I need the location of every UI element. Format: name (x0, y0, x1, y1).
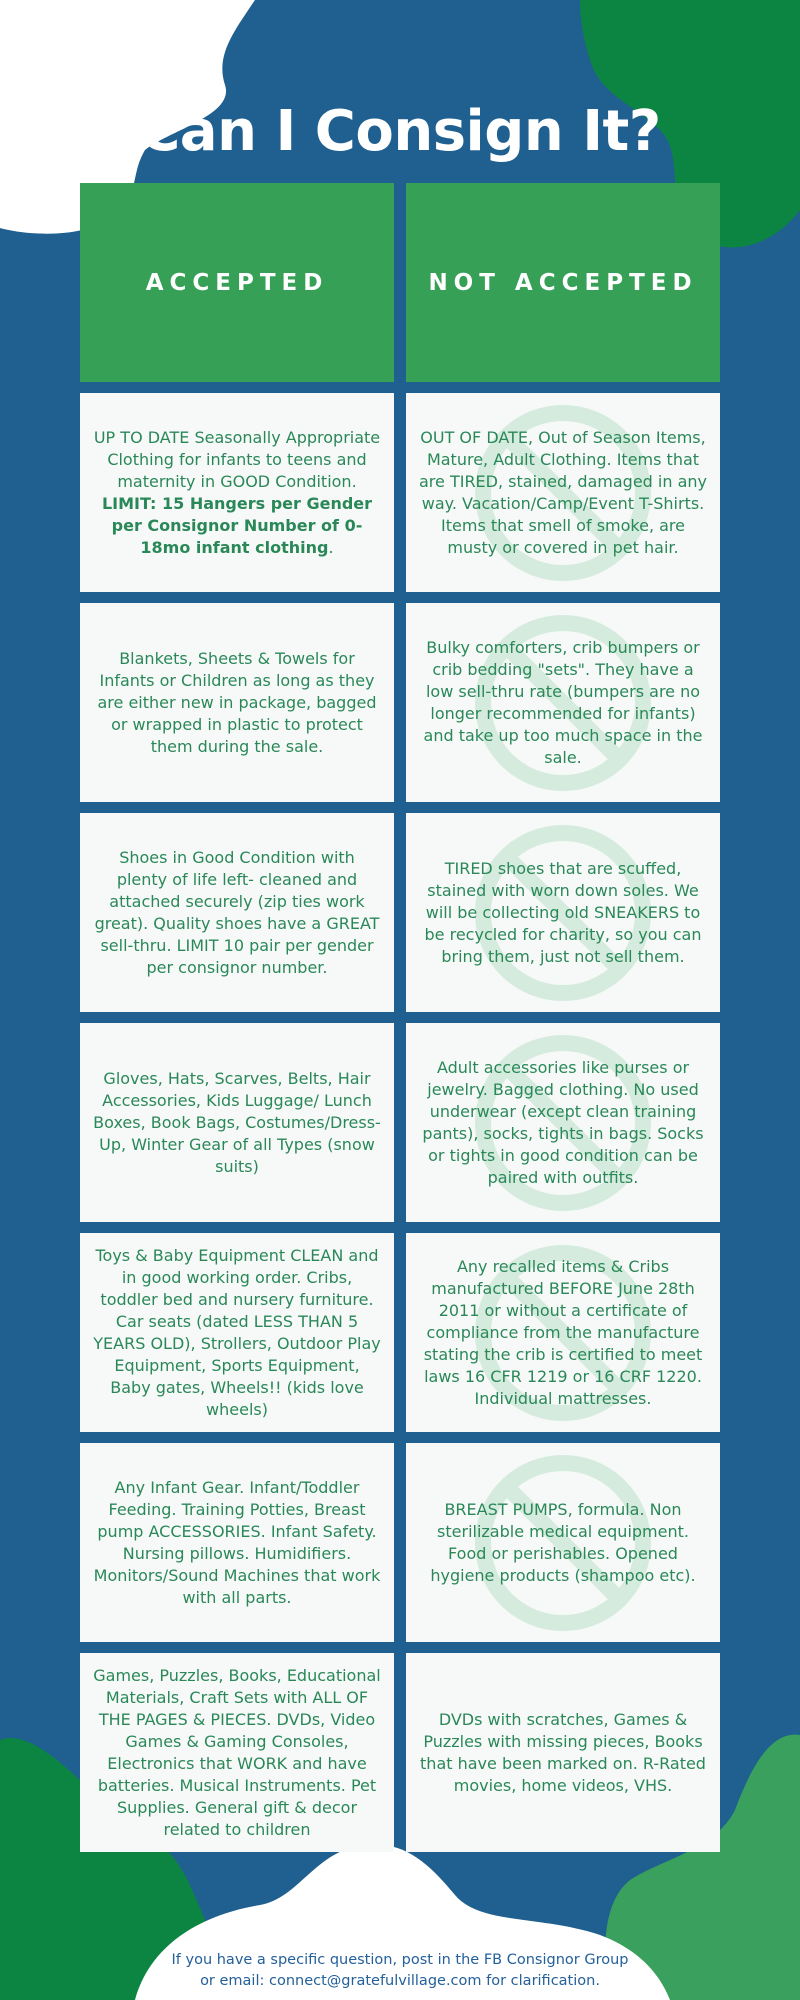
rows (80, 393, 720, 1863)
page-title: Can I Consign It? (139, 99, 661, 164)
not-accepted-cell (406, 1443, 720, 1642)
not-accepted-text: Bulky comforters, crib bumpers or crib bedding "sets". They have a low sell-thru rate (bumpers are no longer recommended for infants) and take up too much space in the sale. (423, 637, 703, 767)
table-row (80, 603, 720, 802)
table-row (80, 1443, 720, 1642)
accepted-text: Toys & Baby Equipment CLEAN and in good working order. Cribs, toddler bed and nursery furniture. Car seats (dated LESS THAN 5 YEARS OLD), Strollers, Outdoor Play Equipment, Sports Equipment, Baby gates, Wheels!! (kids love wheels) (93, 1245, 381, 1419)
table-row (80, 813, 720, 1012)
accepted-text: Gloves, Hats, Scarves, Belts, Hair Accessories, Kids Luggage/ Lunch Boxes, Book Bags, Costumes/Dress-Up, Winter Gear of all Types (snow suits) (93, 1068, 381, 1176)
accepted-limit-text: LIMIT: 15 Hangers per Gender per Consignor Number of 0-18mo infant clothing (101, 493, 373, 557)
consign-grid (80, 183, 720, 1839)
not-accepted-header: NOT ACCEPTED (406, 183, 720, 382)
not-accepted-text: OUT OF DATE, Out of Season Items, Mature, Adult Clothing. Items that are TIRED, stained, damaged in any way. Vacation/Camp/Event T-Shirts. Items that smell of smoke, are musty or covered in pet hair. (418, 427, 708, 557)
not-accepted-text: TIRED shoes that are scuffed, stained with worn down soles. We will be collecting old SNEAKERS to be recycled for charity, so you can bring them, just not sell them. (424, 858, 702, 966)
table-row (80, 1233, 720, 1432)
accepted-header: ACCEPTED (80, 183, 394, 382)
not-accepted-cell (406, 603, 720, 802)
accepted-text: Any Infant Gear. Infant/Toddler Feeding. Training Potties, Breast pump ACCESSORIES. Infant Safety. Nursing pillows. Humidifiers. Monitors/Sound Machines that work with all parts. (93, 1477, 381, 1607)
accepted-cell (80, 1023, 394, 1222)
accepted-text: Shoes in Good Condition with plenty of life left- cleaned and attached securely (zip ties work great). Quality shoes have a GREAT sell-thru. LIMIT 10 pair per gender per consignor number. (94, 847, 380, 977)
accepted-cell (80, 813, 394, 1012)
not-accepted-text: DVDs with scratches, Games & Puzzles with missing pieces, Books that have been marked on. R-Rated movies, home videos, VHS. (420, 1709, 706, 1795)
not-accepted-cell (406, 1653, 720, 1852)
footer-line-1: If you have a specific question, post in the FB Consignor Group (171, 1952, 629, 1968)
accepted-cell (80, 1653, 394, 1852)
not-accepted-cell (406, 1233, 720, 1432)
not-accepted-text: Any recalled items & Cribs manufactured BEFORE June 28th 2011 or without a certificate of compliance from the manufacture stating the crib is certified to meet laws 16 CFR 1219 or 16 CRF 1220. Individual mattresses. (423, 1256, 703, 1408)
accepted-cell (80, 393, 394, 592)
not-accepted-cell (406, 1023, 720, 1222)
accepted-cell (80, 1233, 394, 1432)
accepted-cell (80, 1443, 394, 1642)
table-row (80, 1653, 720, 1852)
not-accepted-text: BREAST PUMPS, formula. Non sterilizable medical equipment. Food or perishables. Opened hygiene products (shampoo etc). (430, 1499, 696, 1585)
not-accepted-cell (406, 813, 720, 1012)
table-row (80, 1023, 720, 1222)
footer-note (0, 1950, 800, 1992)
not-accepted-cell (406, 393, 720, 592)
accepted-end-text: . (328, 537, 334, 557)
accepted-text: Blankets, Sheets & Towels for Infants or Children as long as they are either new in package, bagged or wrapped in plastic to protect them during the sale. (97, 648, 377, 756)
accepted-text: UP TO DATE Seasonally Appropriate Clothing for infants to teens and maternity in GOOD Condition. (93, 427, 381, 491)
header-row (80, 183, 720, 382)
table-row (80, 393, 720, 592)
accepted-cell (80, 603, 394, 802)
accepted-text: Games, Puzzles, Books, Educational Materials, Craft Sets with ALL OF THE PAGES & PIECES. DVDs, Video Games & Gaming Consoles, Electronics that WORK and have batteries. Musical Instruments. Pet Supplies. General gift & decor related to children (93, 1665, 381, 1839)
not-accepted-text: Adult accessories like purses or jewelry. Bagged clothing. No used underwear (except clean training pants), socks, tights in bags. Socks or tights in good condition can be paired with outfits. (422, 1057, 704, 1187)
footer-line-2: or email: connect@gratefulvillage.com for clarification. (200, 1973, 600, 1989)
